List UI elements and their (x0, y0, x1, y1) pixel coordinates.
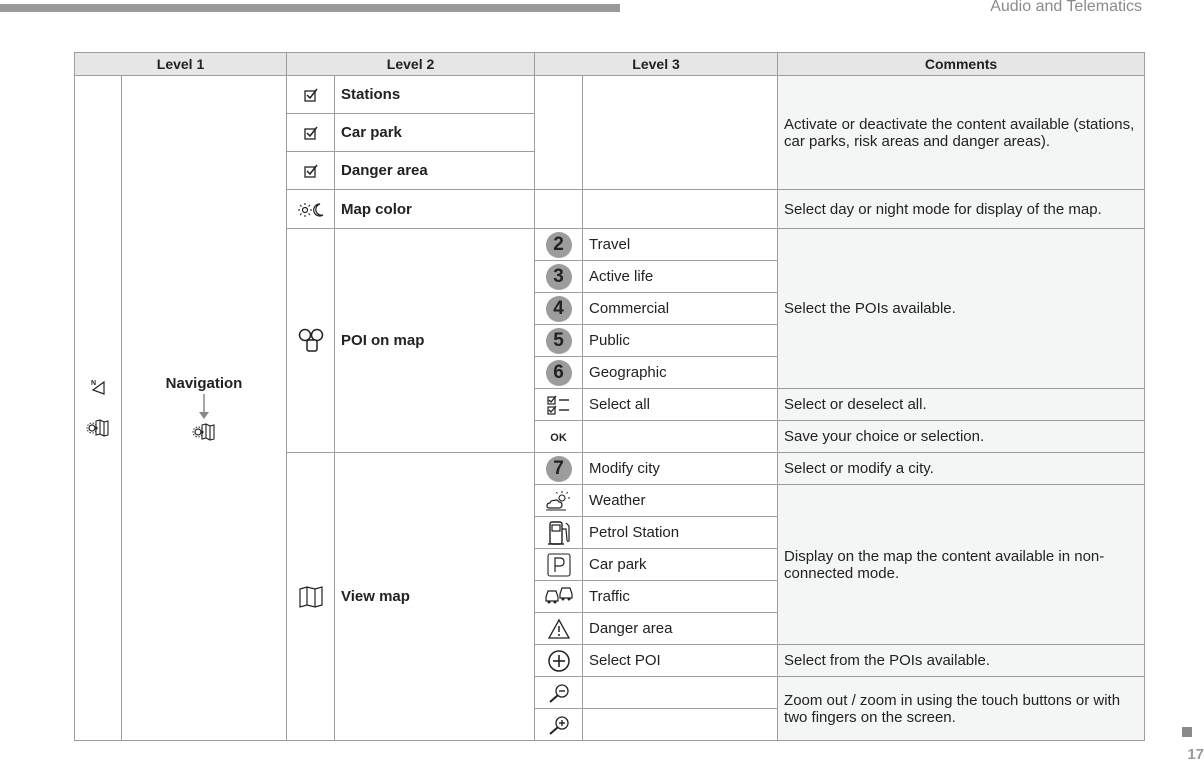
zoom-out-icon[interactable] (535, 677, 583, 709)
select-all-icon[interactable] (535, 389, 583, 421)
parking-icon[interactable] (535, 549, 583, 581)
number-badge: 4 (546, 296, 572, 322)
poi-travel[interactable]: Travel (583, 229, 778, 261)
warning-triangle-icon[interactable] (535, 613, 583, 645)
checkbox-icon[interactable] (287, 152, 335, 190)
petrol-station-item[interactable]: Petrol Station (583, 517, 778, 549)
empty-cell (583, 677, 778, 709)
zoom-in-icon[interactable] (535, 709, 583, 741)
number-badge: 2 (546, 232, 572, 258)
page-marker (1182, 727, 1192, 737)
weather-item[interactable]: Weather (583, 485, 778, 517)
empty-cell (583, 190, 778, 229)
empty-cell (535, 190, 583, 229)
level1-navigation[interactable] (122, 76, 287, 741)
header-bar (0, 4, 620, 12)
empty-cell (583, 421, 778, 453)
poi-on-map-item[interactable]: POI on map (335, 229, 535, 453)
modify-city-comment: Select or modify a city. (778, 453, 1145, 485)
select-all-comment: Select or deselect all. (778, 389, 1145, 421)
day-night-icon[interactable] (287, 190, 335, 229)
header-level1: Level 1 (75, 53, 287, 76)
navigation-icon (75, 378, 121, 396)
header-level3: Level 3 (535, 53, 778, 76)
map-settings-icon (192, 422, 216, 442)
empty-cell (583, 709, 778, 741)
number-badge: 7 (546, 456, 572, 482)
car-park-view-item[interactable]: Car park (583, 549, 778, 581)
modify-city-item[interactable]: Modify city (583, 453, 778, 485)
checkbox-icon[interactable] (287, 114, 335, 152)
ok-comment: Save your choice or selection. (778, 421, 1145, 453)
empty-cell (535, 76, 583, 190)
section-title: Audio and Telematics (990, 0, 1142, 15)
header-comments: Comments (778, 53, 1145, 76)
map-color-comment: Select day or night mode for display of the map. (778, 190, 1145, 229)
danger-area-view-item[interactable]: Danger area (583, 613, 778, 645)
view-map-item[interactable]: View map (335, 453, 535, 741)
number-badge: 5 (546, 328, 572, 354)
navigation-label: Navigation (165, 374, 243, 392)
checkbox-icon[interactable] (287, 76, 335, 114)
number-badge: 6 (546, 360, 572, 386)
traffic-icon[interactable] (535, 581, 583, 613)
select-poi-comment: Select from the POIs available. (778, 645, 1145, 677)
select-poi-item[interactable]: Select POI (583, 645, 778, 677)
number-badge: 3 (546, 264, 572, 290)
petrol-station-icon[interactable] (535, 517, 583, 549)
poi-geographic[interactable]: Geographic (583, 357, 778, 389)
ok-button[interactable]: OK (535, 421, 583, 453)
table-row (75, 76, 1145, 114)
add-poi-icon[interactable] (535, 645, 583, 677)
poi-commercial[interactable]: Commercial (583, 293, 778, 325)
down-arrow-icon (198, 394, 210, 420)
header-level2: Level 2 (287, 53, 535, 76)
content-comment: Activate or deactivate the content available (stations, car parks, risk areas and danger areas). (778, 76, 1145, 190)
poi-icon[interactable] (287, 229, 335, 453)
page-number: 17 (1187, 746, 1204, 763)
svg-text:N: N (91, 380, 97, 388)
map-settings-icon (75, 418, 121, 438)
weather-icon[interactable] (535, 485, 583, 517)
zoom-comment: Zoom out / zoom in using the touch buttons or with two fingers on the screen. (778, 677, 1145, 741)
poi-active-life[interactable]: Active life (583, 261, 778, 293)
danger-area-item[interactable]: Danger area (335, 152, 535, 190)
select-all-item[interactable]: Select all (583, 389, 778, 421)
map-icon[interactable] (287, 453, 335, 741)
offline-comment: Display on the map the content available in non-connected mode. (778, 485, 1145, 645)
poi-public[interactable]: Public (583, 325, 778, 357)
empty-cell (583, 76, 778, 190)
stations-item[interactable]: Stations (335, 76, 535, 114)
poi-comment: Select the POIs available. (778, 229, 1145, 389)
navigation-menu-table (74, 52, 1145, 741)
traffic-item[interactable]: Traffic (583, 581, 778, 613)
level1-icons (75, 76, 122, 741)
table-header-row (75, 53, 1145, 76)
map-color-item[interactable]: Map color (335, 190, 535, 229)
car-park-item[interactable]: Car park (335, 114, 535, 152)
